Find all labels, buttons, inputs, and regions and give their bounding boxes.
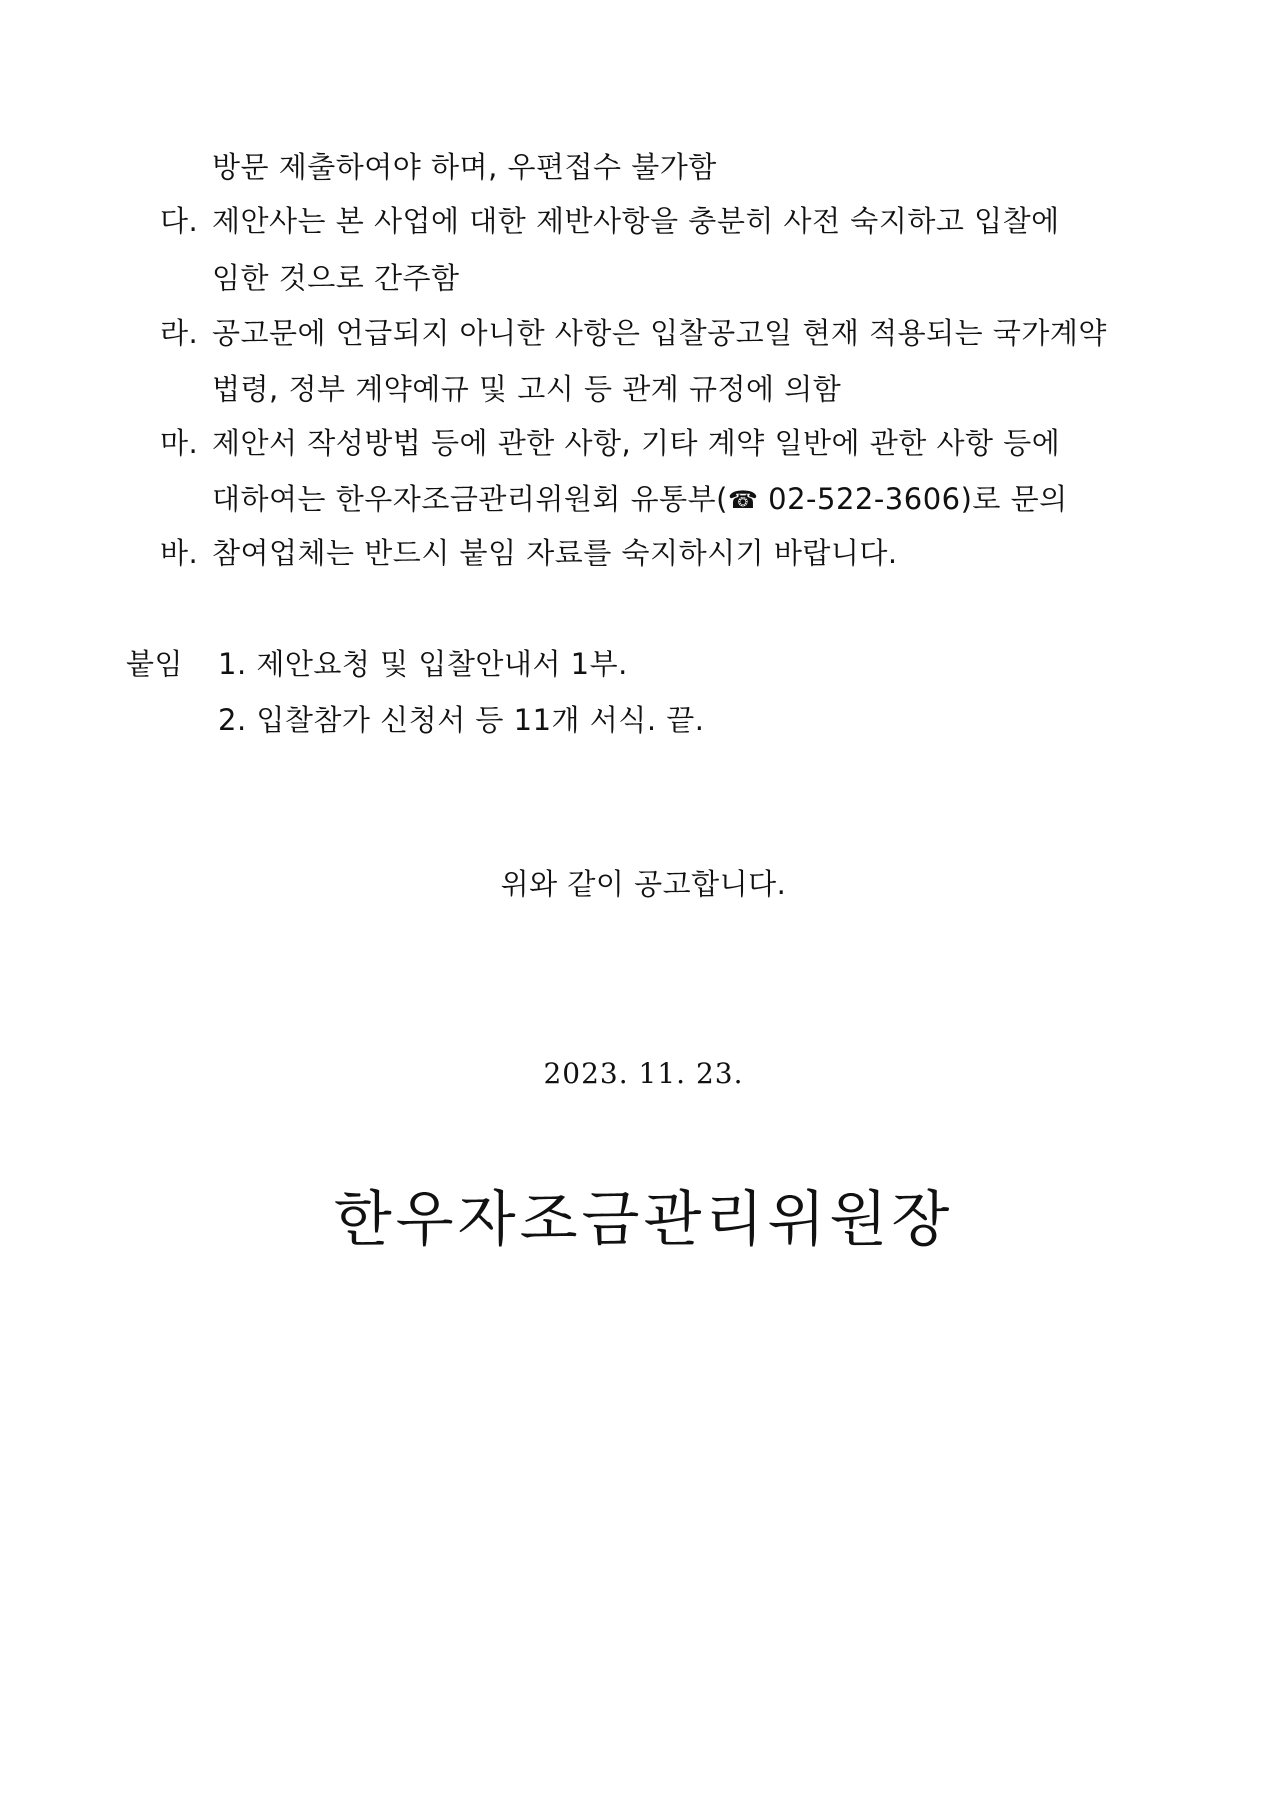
item-ra-line2: 법령, 정부 계약예규 및 고시 등 관계 규정에 의함 bbox=[212, 372, 842, 406]
item-ra bbox=[160, 313, 1107, 353]
item-ba bbox=[160, 533, 898, 573]
item-ra-line2-row bbox=[212, 369, 841, 409]
item-ma bbox=[160, 423, 1060, 463]
item-da-marker: 다. bbox=[160, 204, 199, 238]
attachment-item-2: 2. 입찰참가 신청서 등 11개 서식. 끝. bbox=[218, 703, 705, 737]
item-ma-line1: 제안서 작성방법 등에 관한 사항, 기타 계약 일반에 관한 사항 등에 bbox=[212, 426, 1061, 460]
item-ma-line2-row bbox=[212, 479, 1068, 520]
item-da bbox=[160, 201, 1060, 241]
phone-icon: ☎ bbox=[728, 486, 759, 514]
item-ra-marker: 라. bbox=[160, 316, 199, 350]
issuer-signature bbox=[0, 1180, 1287, 1260]
item-ma-line2-before: 대하여는 한우자조금관리위원회 유통부( bbox=[212, 482, 728, 516]
item-da-line2-row bbox=[212, 258, 460, 298]
item-ma-line2-after: 02-522-3606)로 문의 bbox=[758, 482, 1068, 516]
notice-date bbox=[0, 1054, 1287, 1094]
item-ma-marker: 마. bbox=[160, 426, 199, 460]
attachment-2-row bbox=[218, 700, 705, 740]
attachment-1-row bbox=[126, 644, 628, 684]
date-text: 2023. 11. 23. bbox=[543, 1057, 744, 1090]
item-ba-line1: 참여업체는 반드시 붙임 자료를 숙지하시기 바랍니다. bbox=[212, 536, 898, 570]
item-ga-continuation bbox=[212, 147, 717, 187]
closing-text: 위와 같이 공고합니다. bbox=[500, 867, 787, 901]
issuer-name: 한우자조금관리위원장 bbox=[333, 1185, 954, 1255]
attachment-label: 붙임 bbox=[126, 647, 184, 681]
item-ra-line1: 공고문에 언급되지 아니한 사항은 입찰공고일 현재 적용되는 국가계약 bbox=[212, 316, 1107, 350]
item-ga-continuation-text: 방문 제출하여야 하며, 우편접수 불가함 bbox=[212, 150, 717, 184]
attachment-item-1: 1. 제안요청 및 입찰안내서 1부. bbox=[218, 647, 628, 681]
item-da-line1: 제안사는 본 사업에 대한 제반사항을 충분히 사전 숙지하고 입찰에 bbox=[212, 204, 1060, 238]
closing-statement bbox=[0, 864, 1287, 904]
item-da-line2: 임한 것으로 간주함 bbox=[212, 261, 460, 295]
item-ba-marker: 바. bbox=[160, 536, 199, 570]
